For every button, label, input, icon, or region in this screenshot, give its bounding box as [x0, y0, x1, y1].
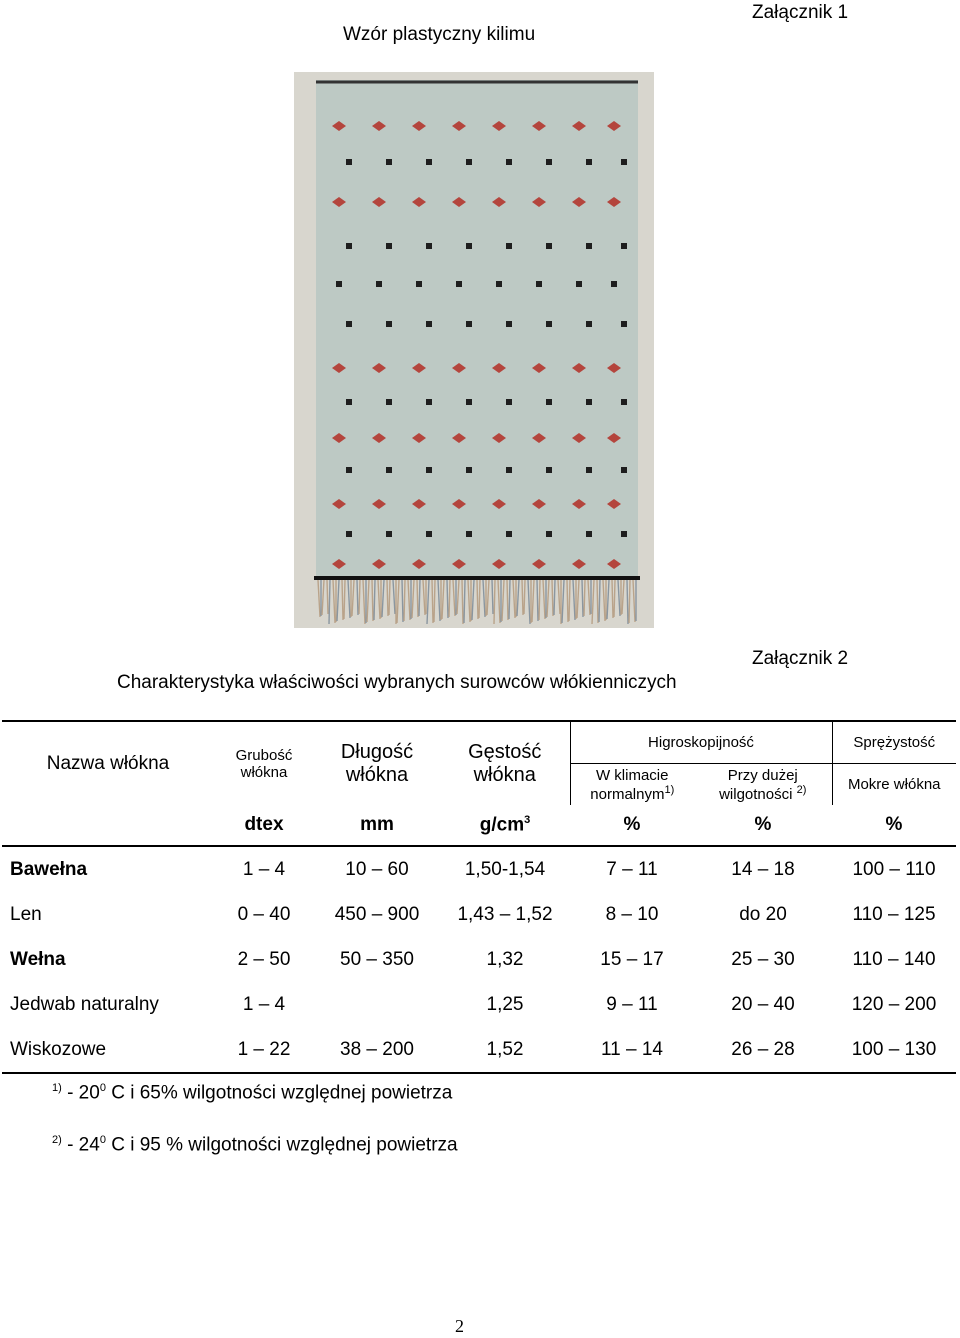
- rug-fringe-strand: [477, 580, 478, 619]
- attachment-1-title: Wzór plastyczny kilimu: [343, 24, 536, 45]
- rug-square-motif: [621, 159, 627, 165]
- cell-normal: 9 – 11: [606, 993, 658, 1015]
- rug-square-motif: [586, 531, 592, 537]
- rug-square-motif: [466, 243, 472, 249]
- page-number: 2: [455, 1316, 464, 1336]
- rug-square-motif: [426, 531, 432, 537]
- rug-fringe-strand: [327, 580, 328, 614]
- cell-normal: 11 – 14: [570, 1027, 694, 1073]
- cell-thickness: 2 – 50: [237, 948, 291, 970]
- rug-fringe-strand: [582, 580, 583, 617]
- cell-length: 10 – 60: [345, 858, 409, 880]
- header-elasticity: Sprężystość: [832, 721, 956, 764]
- rug-square-motif: [576, 281, 582, 287]
- cell-density: 1,25: [486, 993, 524, 1015]
- rug-fringe-strand: [462, 580, 463, 624]
- footnote-ref-1: 1): [664, 783, 675, 796]
- rug-square-motif: [621, 467, 627, 473]
- cell-density: 1,43 – 1,52: [457, 903, 553, 925]
- rug-fringe-strand: [567, 580, 568, 622]
- footnote-1-degree: 0: [99, 1082, 106, 1094]
- rug-square-motif: [346, 159, 352, 165]
- cell-fiber-name: Bawełna: [10, 858, 88, 880]
- rug-square-motif: [346, 467, 352, 473]
- rug-fringe-strand: [494, 580, 495, 624]
- footnote-ref-2: 2): [796, 783, 807, 796]
- rug-square-motif: [611, 281, 617, 287]
- cell-humid: do 20: [739, 903, 787, 925]
- rug-square-motif: [586, 321, 592, 327]
- fiber-properties-table: [2, 720, 956, 1074]
- footnote-2-text: C i 95 % wilgotności względnej powietrza: [105, 1134, 458, 1156]
- rug-fringe-strand: [464, 580, 465, 623]
- cell-fiber-name: Wiskozowe: [2, 1027, 214, 1073]
- rug-square-motif: [466, 159, 472, 165]
- header-thickness-line1: Grubość: [235, 746, 293, 764]
- rug-square-motif: [496, 281, 502, 287]
- cell-thickness: 1 – 22: [214, 1027, 314, 1073]
- rug-square-motif: [506, 467, 512, 473]
- header-wet-fibers: Mokre włókna: [832, 764, 956, 806]
- header-normal-climate: [570, 764, 694, 806]
- rug-fringe-strand: [374, 580, 375, 620]
- unit-density: [440, 805, 570, 846]
- cell-density: 1,52: [440, 1027, 570, 1073]
- header-thickness: [214, 721, 314, 805]
- rug-square-motif: [536, 281, 542, 287]
- header-high-humidity-line1: Przy dużej: [727, 766, 798, 784]
- rug-fringe-strand: [404, 580, 405, 621]
- attachment-1-label: Załącznik 1: [752, 2, 849, 23]
- cell-length: 38 – 200: [314, 1027, 440, 1073]
- rug-fringe-strand: [524, 580, 525, 614]
- cell-elastic: 100 – 110: [852, 858, 936, 880]
- rug-fringe-strand: [329, 580, 330, 624]
- rug-fringe-strand: [599, 580, 600, 622]
- rug-square-motif: [346, 531, 352, 537]
- rug-fringe-strand: [402, 580, 403, 622]
- rug-square-motif: [466, 321, 472, 327]
- header-length-line1: Długość: [340, 740, 414, 763]
- rug-fringe-strand: [492, 580, 493, 614]
- rug-fringe-strand: [569, 580, 570, 621]
- rug-square-motif: [506, 399, 512, 405]
- rug-fringe-strand: [537, 580, 538, 621]
- rug-square-motif: [621, 321, 627, 327]
- cell-humid: 20 – 40: [731, 993, 795, 1015]
- table-row: [2, 892, 956, 937]
- rug-fringe-strand: [434, 580, 435, 622]
- rug-fringe-strand: [479, 580, 480, 618]
- cell-humid: 14 – 18: [731, 858, 795, 880]
- table-row: [2, 846, 956, 892]
- rug-square-motif: [546, 159, 552, 165]
- cell-normal: 7 – 11: [606, 858, 658, 880]
- rug-fringe-strand: [447, 580, 448, 618]
- rug-fringe-strand: [522, 580, 523, 615]
- rug-square-motif: [346, 321, 352, 327]
- rug-fringe-strand: [359, 580, 360, 614]
- rug-square-motif: [546, 399, 552, 405]
- rug-square-motif: [546, 531, 552, 537]
- rug-square-motif: [506, 243, 512, 249]
- rug-square-motif: [466, 531, 472, 537]
- rug-fringe-strand: [627, 580, 628, 624]
- header-fiber-name: Nazwa włókna: [2, 721, 214, 805]
- footnote-2-mark: 2): [52, 1134, 62, 1146]
- header-hygroscopicity: Higroskopijność: [570, 721, 832, 764]
- rug-square-motif: [426, 159, 432, 165]
- rug-square-motif: [386, 467, 392, 473]
- rug-fringe-strand: [597, 580, 598, 623]
- rug-fringe-strand: [432, 580, 433, 623]
- rug-fringe-strand: [552, 580, 553, 616]
- rug-square-motif: [416, 281, 422, 287]
- rug-square-motif: [346, 243, 352, 249]
- rug-square-motif: [506, 321, 512, 327]
- table-row: [2, 937, 956, 982]
- cell-elastic: 110 – 125: [852, 903, 936, 925]
- rug-fringe-strand: [612, 580, 613, 618]
- rug-fringe-strand: [507, 580, 508, 620]
- cell-thickness: 1 – 4: [242, 993, 286, 1015]
- rug-square-motif: [586, 243, 592, 249]
- header-density-line2: włókna: [473, 763, 536, 786]
- rug-fringe-strand: [387, 580, 388, 616]
- unit-normal: %: [570, 805, 694, 846]
- unit-length: mm: [314, 805, 440, 846]
- rug-fringe-strand: [389, 580, 390, 615]
- cell-fiber-name: Jedwab naturalny: [10, 993, 159, 1015]
- rug-fringe-strand: [614, 580, 615, 617]
- rug-square-motif: [426, 467, 432, 473]
- cell-elastic: 100 – 130: [832, 1027, 956, 1073]
- footnote-2-degree: 0: [99, 1134, 106, 1146]
- unit-density-base: g/cm: [479, 814, 525, 836]
- cell-humid: 25 – 30: [731, 948, 795, 970]
- rug-square-motif: [386, 399, 392, 405]
- rug-fringe-strand: [372, 580, 373, 621]
- rug-square-motif: [546, 321, 552, 327]
- rug-square-motif: [426, 399, 432, 405]
- cell-fiber-name: Len: [10, 903, 42, 925]
- rug-fringe-strand: [357, 580, 358, 615]
- rug-square-motif: [586, 159, 592, 165]
- rug-square-motif: [386, 321, 392, 327]
- rug-square-motif: [586, 399, 592, 405]
- footnote-2-pre: - 24: [67, 1134, 100, 1156]
- rug-square-motif: [386, 243, 392, 249]
- rug-square-motif: [426, 243, 432, 249]
- unit-name-blank: [2, 805, 214, 846]
- rug-square-motif: [506, 531, 512, 537]
- rug-fringe-strand: [584, 580, 585, 616]
- rug-square-motif: [466, 399, 472, 405]
- rug-square-motif: [621, 399, 627, 405]
- header-length: [314, 721, 440, 805]
- unit-thickness: dtex: [214, 805, 314, 846]
- cell-length: 50 – 350: [340, 948, 414, 970]
- footnote-1-pre: - 20: [67, 1082, 100, 1104]
- rug-square-motif: [586, 467, 592, 473]
- rug-fringe-strand: [344, 580, 345, 619]
- footnote-2: [52, 1134, 458, 1156]
- unit-humid: %: [694, 805, 832, 846]
- cell-humid: 26 – 28: [694, 1027, 832, 1073]
- cell-elastic: 110 – 140: [852, 948, 936, 970]
- cell-elastic: 120 – 200: [851, 993, 937, 1015]
- rug-square-motif: [376, 281, 382, 287]
- rug-square-motif: [336, 281, 342, 287]
- attachment-2-title: Charakterystyka właściwości wybranych surowców włókienniczych: [117, 672, 677, 693]
- unit-density-exponent: 3: [524, 813, 531, 826]
- header-normal-climate-line2: normalnym: [590, 785, 665, 803]
- rug-fringe-strand: [449, 580, 450, 617]
- footnote-1-mark: 1): [52, 1082, 62, 1094]
- rug-square-motif: [426, 321, 432, 327]
- header-normal-climate-line1: W klimacie: [595, 766, 669, 784]
- header-density: [440, 721, 570, 805]
- cell-normal: 15 – 17: [600, 948, 664, 970]
- rug-square-motif: [456, 281, 462, 287]
- rug-square-motif: [506, 159, 512, 165]
- footnote-1: [52, 1082, 452, 1104]
- rug-square-motif: [386, 531, 392, 537]
- attachment-2-label: Załącznik 2: [752, 648, 849, 669]
- rug-square-motif: [346, 399, 352, 405]
- rug-square-motif: [621, 243, 627, 249]
- rug-fringe-strand: [417, 580, 418, 617]
- header-thickness-line2: włókna: [240, 763, 288, 781]
- header-high-humidity-line2: wilgotności: [719, 785, 793, 803]
- cell-fiber-name: Wełna: [10, 948, 66, 970]
- rug-square-motif: [386, 159, 392, 165]
- rug-fringe-strand: [554, 580, 555, 615]
- header-density-line1: Gęstość: [468, 740, 542, 763]
- cell-length: 450 – 900: [334, 903, 420, 925]
- rug-fringe-strand: [509, 580, 510, 619]
- table-row: [2, 982, 956, 1027]
- rug-square-motif: [466, 467, 472, 473]
- header-high-humidity: [694, 764, 832, 806]
- header-length-line2: włókna: [345, 763, 409, 786]
- rug-fringe-strand: [629, 580, 630, 623]
- kilim-rug-image: [294, 72, 654, 628]
- cell-normal: 8 – 10: [605, 903, 659, 925]
- units-row: [2, 805, 956, 846]
- footnote-1-text: C i 65% wilgotności względnej powietrza: [105, 1082, 453, 1104]
- rug-square-motif: [621, 531, 627, 537]
- cell-thickness: 0 – 40: [237, 903, 291, 925]
- cell-density: 1,32: [486, 948, 524, 970]
- cell-density: 1,50-1,54: [464, 858, 546, 880]
- rug-square-motif: [546, 243, 552, 249]
- cell-thickness: 1 – 4: [242, 858, 286, 880]
- rug-square-motif: [546, 467, 552, 473]
- rug-fringe-strand: [419, 580, 420, 616]
- unit-elastic: %: [832, 805, 956, 846]
- table-row: [2, 1027, 956, 1073]
- cell-length: [314, 982, 440, 1027]
- rug-fringe-strand: [539, 580, 540, 620]
- rug-fringe-strand: [342, 580, 343, 620]
